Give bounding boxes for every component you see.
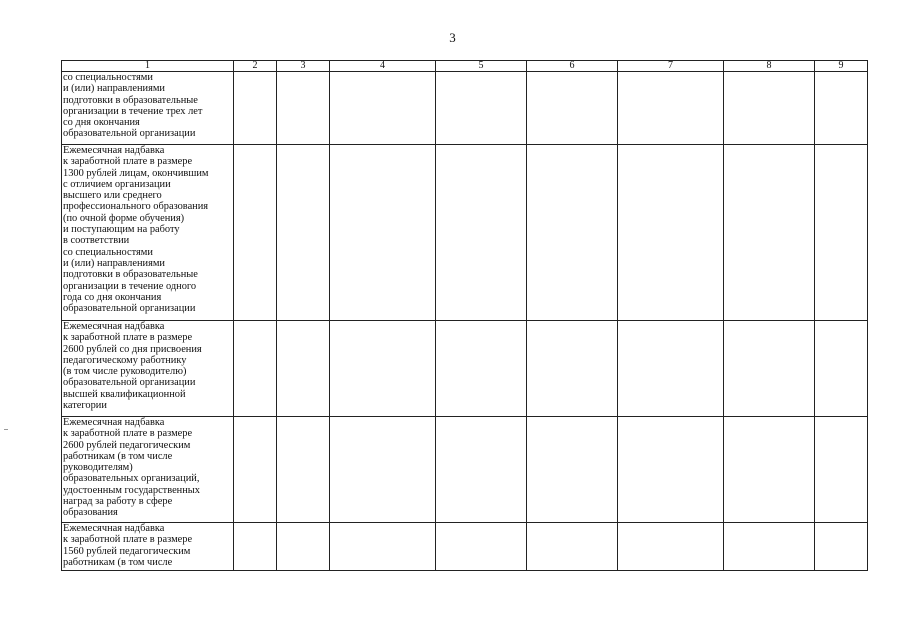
description-line: образовательной организации <box>63 128 196 140</box>
empty-cell <box>618 523 724 571</box>
column-header-2: 2 <box>234 61 277 72</box>
empty-cell <box>277 417 330 523</box>
table-row <box>62 523 868 571</box>
description-line: и (или) направлениями <box>63 83 165 95</box>
empty-cell <box>330 72 436 145</box>
column-header-3: 3 <box>277 61 330 72</box>
column-header-6: 6 <box>527 61 618 72</box>
description-line: 2600 рублей педагогическим <box>63 439 191 451</box>
row-description <box>62 145 234 321</box>
description-line: руководителям) <box>63 462 133 474</box>
empty-cell <box>234 321 277 417</box>
empty-cell <box>234 145 277 321</box>
empty-cell <box>436 523 527 571</box>
column-header-7: 7 <box>618 61 724 72</box>
empty-cell <box>724 321 815 417</box>
empty-cell <box>815 145 868 321</box>
column-header-1: 1 <box>62 61 234 72</box>
empty-cell <box>815 321 868 417</box>
description-line: организации в течение трех лет <box>63 105 203 117</box>
empty-cell <box>618 145 724 321</box>
description-line: работникам (в том числе <box>63 450 173 462</box>
description-line: 2600 рублей со дня присвоения <box>63 343 202 355</box>
empty-cell <box>234 417 277 523</box>
empty-cell <box>527 523 618 571</box>
row-description <box>62 523 234 571</box>
empty-cell <box>618 321 724 417</box>
empty-cell <box>815 523 868 571</box>
description-line: года со дня окончания <box>63 291 162 303</box>
allowance-table <box>61 60 868 571</box>
column-header-4: 4 <box>330 61 436 72</box>
empty-cell <box>618 72 724 145</box>
row-description <box>62 72 234 145</box>
description-line: со специальностями <box>63 246 153 258</box>
empty-cell <box>815 72 868 145</box>
empty-cell <box>436 417 527 523</box>
empty-cell <box>330 523 436 571</box>
description-line: 1300 рублей лицам, окончившим <box>63 167 209 179</box>
column-header-8: 8 <box>724 61 815 72</box>
description-line: подготовки в образовательные <box>63 94 198 106</box>
empty-cell <box>724 72 815 145</box>
description-line: категории <box>63 400 107 412</box>
description-line: Ежемесячная надбавка <box>63 523 165 534</box>
description-line: образовательных организаций, <box>63 473 200 485</box>
table-row <box>62 72 868 145</box>
row-description <box>62 417 234 523</box>
empty-cell <box>436 72 527 145</box>
empty-cell <box>724 523 815 571</box>
column-header-5: 5 <box>436 61 527 72</box>
description-line: к заработной плате в размере <box>63 332 193 344</box>
description-line: работникам (в том числе <box>63 556 173 568</box>
description-line: с отличием организации <box>63 178 171 190</box>
empty-cell <box>527 321 618 417</box>
description-line: и (или) направлениями <box>63 257 165 269</box>
description-line: высшего или среднего <box>63 190 162 202</box>
description-line: (в том числе руководителю) <box>63 366 187 378</box>
empty-cell <box>527 145 618 321</box>
column-header-9: 9 <box>815 61 868 72</box>
empty-cell <box>234 72 277 145</box>
empty-cell <box>724 417 815 523</box>
empty-cell <box>330 417 436 523</box>
description-line: образовательной организации <box>63 303 196 315</box>
empty-cell <box>527 72 618 145</box>
empty-cell <box>724 145 815 321</box>
description-line: организации в течение одного <box>63 280 197 292</box>
row-description <box>62 321 234 417</box>
empty-cell <box>436 145 527 321</box>
scan-mark <box>4 429 8 430</box>
description-line: подготовки в образовательные <box>63 269 198 281</box>
empty-cell <box>330 145 436 321</box>
empty-cell <box>277 523 330 571</box>
description-line: (по очной форме обучения) <box>63 212 185 224</box>
empty-cell <box>277 321 330 417</box>
description-line: профессионального образования <box>63 201 209 213</box>
description-line: высшей квалификационной <box>63 388 186 400</box>
empty-cell <box>618 417 724 523</box>
description-line: педагогическому работнику <box>63 354 187 366</box>
description-line: к заработной плате в размере <box>63 428 193 440</box>
description-line: Ежемесячная надбавка <box>63 145 165 156</box>
table-row <box>62 145 868 321</box>
empty-cell <box>815 417 868 523</box>
description-line: и поступающим на работу <box>63 224 180 236</box>
description-line: к заработной плате в размере <box>63 534 193 546</box>
description-line: Ежемесячная надбавка <box>63 321 165 332</box>
empty-cell <box>527 417 618 523</box>
page-number: 3 <box>449 30 456 45</box>
description-line: 1560 рублей педагогическим <box>63 545 191 557</box>
description-line: в соответствии <box>63 235 130 247</box>
empty-cell <box>277 72 330 145</box>
empty-cell <box>277 145 330 321</box>
column-number-row <box>62 61 868 72</box>
description-line: наград за работу в сфере <box>63 496 173 508</box>
description-line: Ежемесячная надбавка <box>63 417 165 428</box>
description-line: со дня окончания <box>63 117 140 129</box>
description-line: удостоенным государственных <box>63 484 200 496</box>
empty-cell <box>436 321 527 417</box>
description-line: образовательной организации <box>63 377 196 389</box>
table-row <box>62 417 868 523</box>
description-line: к заработной плате в размере <box>63 156 193 168</box>
empty-cell <box>234 523 277 571</box>
description-line: со специальностями <box>63 72 153 83</box>
description-line: образования <box>63 507 118 519</box>
table-row <box>62 321 868 417</box>
empty-cell <box>330 321 436 417</box>
